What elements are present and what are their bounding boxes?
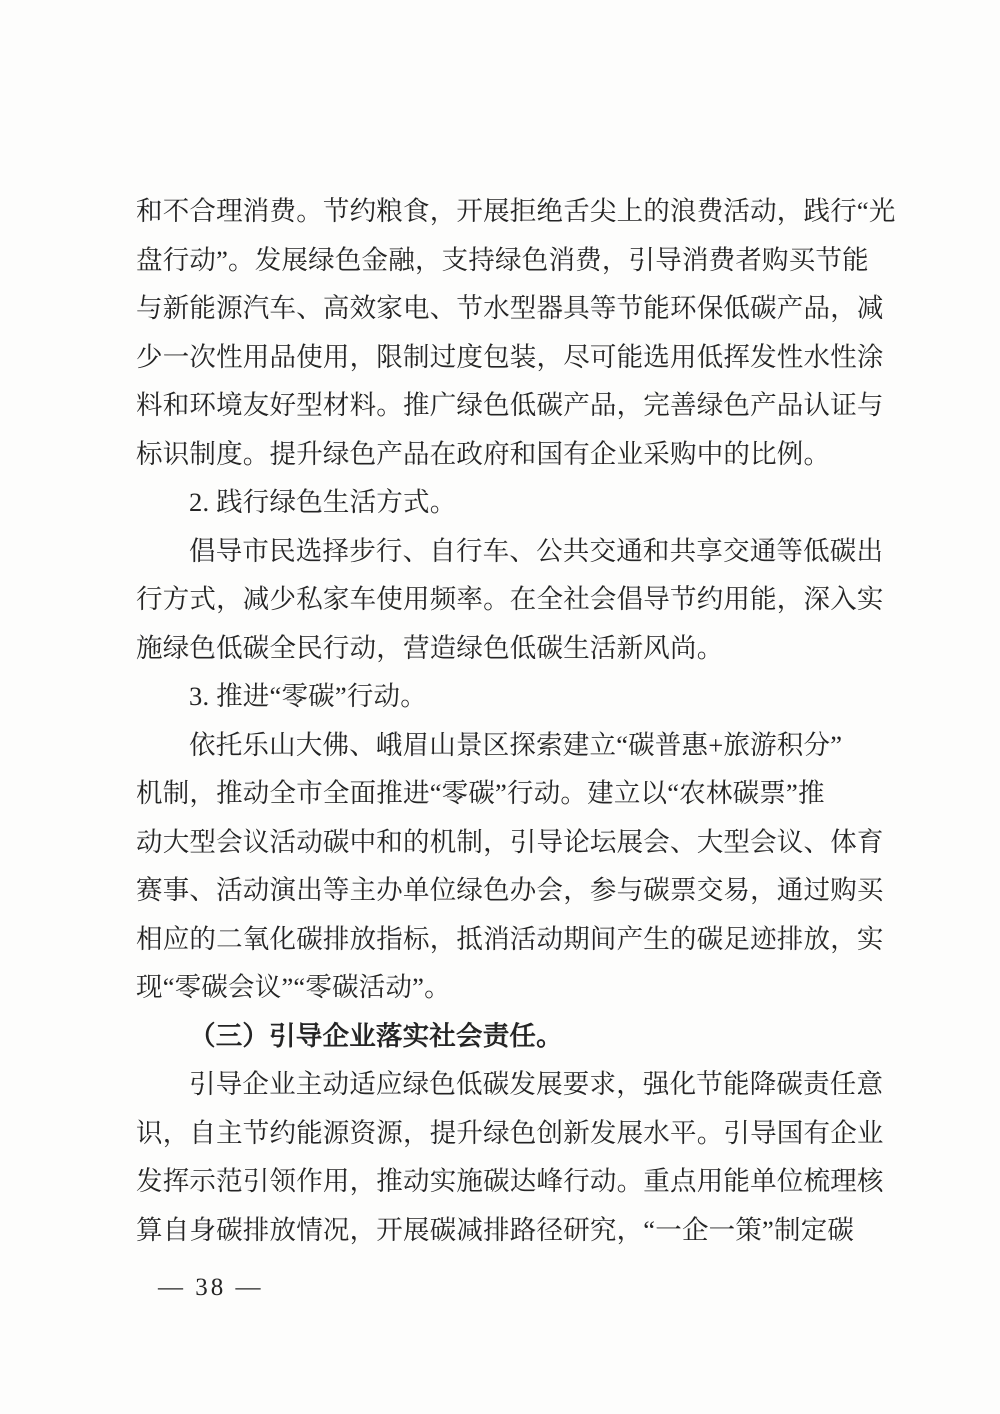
- text-line: 相应的二氧化碳排放指标，抵消活动期间产生的碳足迹排放，实: [136, 923, 884, 954]
- text-line: 和不合理消费。节约粮食，开展拒绝舌尖上的浪费活动，践行“光: [136, 196, 896, 226]
- text-line: 引导企业主动适应绿色低碳发展要求，强化节能降碳责任意: [189, 1069, 884, 1099]
- text-line: 盘行动”。发展绿色金融，支持绿色消费，引导消费者购买节能: [136, 244, 869, 275]
- text-line: 机制，推动全市全面推进“零碳”行动。建立以“农林碳票”推: [136, 778, 825, 808]
- text-line: （三）引导企业落实社会责任。: [189, 1020, 563, 1051]
- text-line: 识，自主节约能源资源，提升绿色创新发展水平。引导国有企业: [136, 1117, 884, 1148]
- text-line: 标识制度。提升绿色产品在政府和国有企业采购中的比例。: [136, 438, 831, 469]
- text-line: 3. 推进“零碳”行动。: [189, 681, 427, 711]
- text-line: 赛事、活动演出等主办单位绿色办会，参与碳票交易，通过购买: [136, 875, 884, 905]
- text-line: 算自身碳排放情况，开展碳减排路径研究，“一企一策”制定碳: [136, 1214, 855, 1245]
- text-line: 少一次性用品使用，限制过度包装，尽可能选用低挥发性水性涂: [136, 341, 884, 372]
- text-line: 现“零碳会议”“零碳活动”。: [136, 972, 451, 1002]
- text-line: 与新能源汽车、高效家电、节水型器具等节能环保低碳产品，减: [136, 293, 884, 323]
- page-number: — 38 —: [158, 1274, 264, 1301]
- document-body: [136, 187, 896, 1254]
- text-line: 料和环境友好型材料。推广绿色低碳产品，完善绿色产品认证与: [136, 390, 884, 420]
- text-line: 依托乐山大佛、峨眉山景区探索建立“碳普惠+旅游积分”: [189, 729, 843, 760]
- text-line: 倡导市民选择步行、自行车、公共交通和共享交通等低碳出: [189, 535, 884, 566]
- text-line: 行方式，减少私家车使用频率。在全社会倡导节约用能，深入实: [136, 584, 884, 614]
- text-line: 动大型会议活动碳中和的机制，引导论坛展会、大型会议、体育: [136, 826, 884, 857]
- text-line: 发挥示范引领作用，推动实施碳达峰行动。重点用能单位梳理核: [136, 1166, 884, 1196]
- text-line: 2. 践行绿色生活方式。: [189, 487, 457, 517]
- text-line: 施绿色低碳全民行动，营造绿色低碳生活新风尚。: [136, 632, 724, 663]
